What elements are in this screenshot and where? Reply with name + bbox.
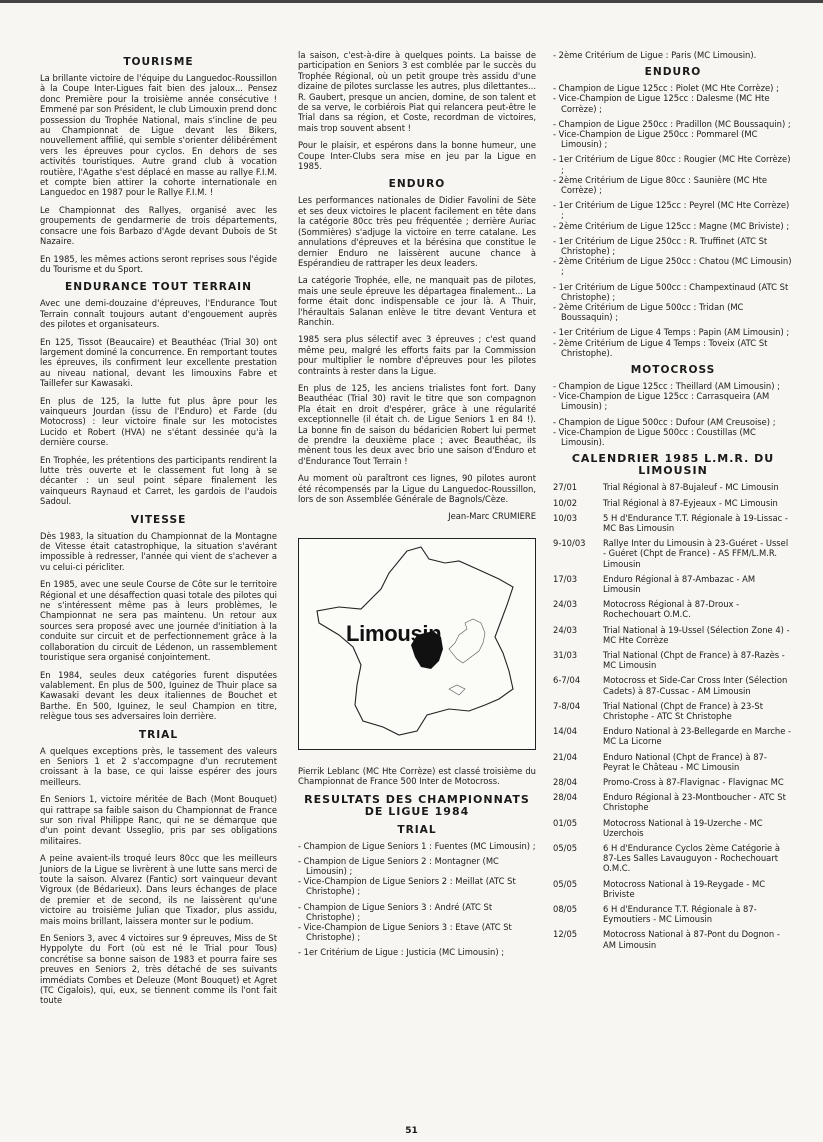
calendar-row — [553, 650, 793, 675]
calendar-date: 08/05 — [553, 904, 578, 914]
region-outline — [449, 619, 485, 663]
calendar-row — [553, 904, 793, 929]
calendar-row — [553, 792, 793, 817]
page-number: 51 — [405, 1126, 418, 1136]
paragraph: Dès 1983, la situation du Championnat de la Montagne de Vitesse était catastrophique, la situation s'avérant impossible à redresser, l'année qui vient de s'achever a vu celui-ci péricliter. — [40, 530, 277, 572]
calendar-row — [553, 538, 793, 574]
paragraph: Avec une demi-douzaine d'épreuves, l'Endurance Tout Terrain connaît toujours autant d'engouement auprès des pilotes et organisateurs. — [40, 298, 277, 330]
calendar-date: 12/05 — [553, 929, 578, 940]
calendar-event: Enduro Régional à 23-Montboucher - ATC St Christophe — [603, 792, 786, 813]
calendar-event: Trial Régional à 87-Bujaleuf - MC Limousin — [603, 482, 779, 493]
paragraph: En Seniors 3, avec 4 victoires sur 9 épreuves, Miss de St Hyppolyte du Fort (où est né le Trial pour Tous) concrétise sa bonne saison de 1983 et pourra faire ses preuves en Seniors 2, très détaché de ses suivants immédiats Combes et Deleuze (Mont Bouquet) et Agret (TC Cigalois), qui, eux, se tiennent comme ils l'ont fait toute — [40, 933, 277, 1006]
list-item: - Champion de Ligue 125cc : Theillard (AM Limousin) ; — [553, 381, 780, 392]
paragraph: Le Championnat des Rallyes, organisé avec les groupements de gendarmerie de trois départements, consacre une fois Barbazo d'Agde devant Dubois de St Nazaire. — [40, 204, 277, 247]
list-item: - 2ème Critérium de Ligue : Paris (MC Limousin). — [553, 50, 757, 60]
trial-results-list — [298, 841, 536, 958]
list-item: - Vice-Champion de Ligue 125cc : Dalesme (MC Hte Corrèze) ; — [553, 93, 770, 114]
calendar-event: Rallye Inter du Limousin à 23-Guéret - Ussel - Guéret (Chpt de France) - AS FFM/L.M.R. Limousin — [603, 538, 789, 569]
calendar-date: 9-10/03 — [553, 538, 586, 549]
calendar-date: 27/01 — [553, 482, 578, 493]
list-item: - 1er Critérium de Ligue 4 Temps : Papin (AM Limousin) ; — [553, 327, 790, 338]
paragraph: la saison, c'est-à-dire à quelques points. La baisse de participation en Seniors 3 est comblée par le succès du Trophée Régional, où un petit groupe très assidu d'une dizaine de pilotes surclasse les autres, plus dilettantes... R. Gaubert, presque un ancien, domine, de son talent et de sa verve, le corbiérois Piat qui relancera peut-être le Trial dans sa région, et Coste, recordman de victoires, mais trop souvent absent ! — [298, 50, 536, 133]
list-item: - 2ème Critérium de Ligue 80cc : Saunière (MC Hte Corrèze) ; — [553, 174, 768, 196]
list-item: - Champion de Ligue 125cc : Piolet (MC Hte Corrèze) ; — [553, 83, 779, 94]
paragraph: En plus de 125, les anciens trialistes font fort. Dany Beauthéac (Trial 30) ravit le titre que son compagnon Pla était en droit d'espérer, grâce à une régularité exceptionnelle (il était ch. de Ligue Seniors 1 en 84 !). La bonne fin de saison du bédaricien Robert lui permet de prendre la deuxième place ; avec Beauthéac, ils mènent tous les deux avec brio une saison d'Enduro et d'Endurance Tout Terrain ! — [298, 382, 536, 466]
paragraph: Les performances nationales de Didier Favolini de Sète et ses deux victoires le placent facilement en tête dans la catégorie 80cc très peu fréquentée ; derrière Auriac (Sommières) s'adjuge la victoire en terre catalane. Les annulations d'épreuves et la bérésina que constitue le dernier Enduro ne laissèrent aucune chance à Espérandieu de rattraper les deux leaders. — [298, 195, 536, 268]
calendar-event: 6 H d'Endurance T.T. Régionale à 87-Eymoutiers - MC Limousin — [603, 904, 757, 925]
map-label: Limousin — [346, 620, 442, 646]
calendar-event: Enduro National (Chpt de France) à 87-Peyrat le Château - MC Limousin — [603, 751, 767, 772]
calendar-event: Trial Régional à 87-Eyjeaux - MC Limousin — [603, 497, 778, 508]
motocross-results-list — [553, 381, 793, 447]
list-item: - 2ème Critérium de Ligue 125cc : Magne (MC Briviste) ; — [553, 220, 790, 231]
calendar-row — [553, 513, 793, 538]
calendar-date: 10/03 — [553, 512, 578, 523]
paragraph: En Trophée, les prétentions des participants rendirent la lutte très ouverte et le classement fut long à se décanter : un seul point sépare finalement les vainqueurs Raynaud et Carret, les gardois de l'audois Sadoul. — [40, 454, 277, 507]
region-outline — [449, 685, 465, 695]
calendar-date: 14/04 — [553, 726, 578, 737]
list-item: - Vice-Champion de Ligue 500cc : Coustillas (MC Limousin). — [553, 426, 756, 448]
list-item: - Vice-Champion de Ligue 250cc : Pommarel (MC Limousin) ; — [553, 129, 758, 150]
list-item: - 1er Critérium de Ligue 80cc : Rougier (MC Hte Corrèze) ; — [553, 154, 791, 175]
calendar-date: 31/03 — [553, 649, 578, 660]
calendar-event: Trial National (Chpt de France) à 23-St Christophe - ATC St Christophe — [603, 700, 764, 721]
limousin-map — [298, 538, 536, 750]
calendar-row — [553, 701, 793, 726]
calendar-event: Motocross National à 19-Uzerche - MC Uzerchois — [603, 817, 763, 838]
list-item: - 2ème Critérium de Ligue 250cc : Chatou (MC Limousin) ; — [553, 256, 792, 277]
list-item: - 1er Critérium de Ligue 500cc : Champextinaud (ATC St Christophe) ; — [553, 281, 789, 302]
paragraph: 1985 sera plus sélectif avec 3 épreuves ; c'est quand même peu, malgré les efforts faits par la Commission pour multiplier le nombre d'épreuves pour les pilotes contraints à rester dans la Ligue. — [298, 334, 536, 376]
list-item: - 1er Critérium de Ligue 250cc : R. Truffinet (ATC St Christophe) ; — [553, 235, 768, 257]
list-item: - 1er Critérium de Ligue : Justicia (MC Limousin) ; — [298, 947, 505, 958]
calendar-heading: CALENDRIER 1985 L.M.R. DU LIMOUSIN — [571, 452, 775, 478]
calendar-row — [553, 675, 793, 700]
paragraph: En 1984, seules deux catégories furent disputées valablement. En plus de 500, Iguinez de Thuir place sa Kawasaki devant les deux italiennes de Bouchet et Barthe. En 500, Iguinez, le seul Champion en titre, relègue tous ses adversaires loin derrière. — [40, 669, 277, 722]
calendar-date: 10/02 — [553, 497, 578, 508]
list-item: - 1er Critérium de Ligue 125cc : Peyrel (MC Hte Corrèze) ; — [553, 200, 790, 221]
list-item: - 2ème Critérium de Ligue 4 Temps : Toveix (ATC St Christophe). — [553, 337, 768, 358]
calendar-row — [553, 818, 793, 843]
paragraph: En Seniors 1, victoire méritée de Bach (Mont Bouquet) qui rattrape sa faible saison du Championnat de France sur son rival Philippe Ranc, qui ne se démarque que d'un point devant Usseglio, pris par ses obligations militaires. — [40, 794, 277, 846]
list-item: - Champion de Ligue Seniors 2 : Montagner (MC Limousin) ; — [298, 855, 499, 877]
section-title-tourisme: TOURISME — [123, 56, 194, 68]
calendar-row — [553, 843, 793, 879]
calendar-row — [553, 498, 793, 513]
calendar-event: Motocross National à 87-Pont du Dognon - AM Limousin — [603, 929, 780, 950]
trial-results-continued — [553, 50, 793, 60]
paragraph: A quelques exceptions près, le tassement des valeurs en Seniors 1 et 2 s'accompagne d'un recrutement croissant à la base, ce qui laisse espérer des jours meilleurs. — [40, 745, 277, 787]
calendar-event: Enduro Régional à 87-Ambazac - AM Limousin — [603, 573, 756, 594]
list-item: - Vice-Champion de Ligue Seniors 3 : Etave (ATC St Christophe) ; — [298, 922, 512, 943]
calendar-row — [553, 726, 793, 751]
calendar-row — [553, 599, 793, 624]
calendar-event: Motocross et Side-Car Cross Inter (Sélection Cadets) à 87-Cussac - AM Limousin — [603, 675, 788, 696]
calendar-row — [553, 482, 793, 497]
calendar-table — [553, 482, 793, 955]
calendar-date: 28/04 — [553, 776, 578, 787]
author-signature: Jean-Marc CRUMIERE — [448, 511, 536, 522]
column-left — [40, 50, 277, 1013]
column-right — [553, 50, 793, 955]
list-item: - Champion de Ligue 500cc : Dufour (AM Creusoise) ; — [553, 416, 776, 427]
calendar-event: Promo-Cross à 87-Flavignac - Flavignac MC — [603, 776, 784, 787]
section-title-endurance: ENDURANCE TOUT TERRAIN — [65, 281, 252, 294]
list-item: - Vice-Champion de Ligue 125cc : Carrasqueira (AM Limousin) ; — [553, 391, 770, 412]
calendar-event: 5 H d'Endurance T.T. Régionale à 19-Lissac - MC Bas Limousin — [603, 512, 788, 533]
section-title-enduro: ENDURO — [388, 178, 446, 191]
section-title-vitesse: VITESSE — [130, 513, 187, 526]
calendar-event: Trial National à 19-Ussel (Sélection Zone 4) - MC Hte Corrèze — [603, 624, 790, 645]
list-item: - Champion de Ligue Seniors 3 : André (ATC St Christophe) ; — [298, 901, 493, 922]
list-item: - Champion de Ligue Seniors 1 : Fuentes (MC Limousin) ; — [298, 840, 536, 851]
calendar-date: 05/05 — [553, 878, 578, 889]
calendar-date: 05/05 — [553, 842, 578, 853]
calendar-event: 6 H d'Endurance Cyclos 2ème Catégorie à 87-Les Salles Lavauguyon - Rochechouart O.M.C. — [603, 842, 781, 874]
calendar-row — [553, 752, 793, 777]
section-title-trial-results: TRIAL — [397, 823, 437, 836]
calendar-row — [553, 625, 793, 650]
calendar-row — [553, 879, 793, 904]
calendar-date: 17/03 — [553, 573, 578, 584]
calendar-date: 6-7/04 — [553, 675, 581, 686]
calendar-date: 24/03 — [553, 599, 578, 610]
paragraph: En plus de 125, la lutte fut plus âpre pour les vainqueurs Jourdan (issu de l'Enduro) et Farde (du Motocross) : leur victoire finale sur les motocistes Lucido et Robert (HVA) ne s'étant dessinée qu'à la dernière course. — [40, 395, 277, 448]
section-title-enduro-results: ENDURO — [644, 66, 702, 79]
calendar-date: 7-8/04 — [553, 700, 581, 711]
paragraph: La brillante victoire de l'équipe du Languedoc-Roussillon à la Coupe Inter-Ligues fait bien des jaloux... Pensez donc Première pour la troisième année consécutive ! Emmené par son Président, le club Limouxin prend donc possession du Trophée National, mais s'incline de peu au Championnat de Ligue devant les Bikers, nouvellement affilié, qui semble s'orienter délibérément vers les épreuves pour cyclos. En dehors de ses activités touristiques. Autre grand club à vocation routière, l'Agathe s'est déplacé en masse au rallye F.I.M. et compte bien attirer la cohorte internationale en Languedoc en 1987 pour le Rallye F.I.M. ! — [40, 73, 277, 198]
calendar-row — [553, 574, 793, 599]
enduro-results-list — [553, 83, 793, 358]
paragraph: Pour le plaisir, et espérons dans la bonne humeur, une Coupe Inter-Clubs sera mise en jeu par la Ligue en 1985. — [298, 140, 536, 172]
calendar-row — [553, 777, 793, 792]
calendar-date: 21/04 — [553, 751, 578, 762]
calendar-event: Enduro National à 23-Bellegarde en Marche - MC La Licorne — [603, 726, 792, 747]
section-title-motocross: MOTOCROSS — [630, 364, 716, 377]
column-middle — [298, 50, 536, 963]
paragraph: En 125, Tissot (Beaucaire) et Beauthéac (Trial 30) ont largement dominé la concurrence. En remportant toutes les épreuves, ils confirment leur excellente prestation au niveau national, devant les limouxins Fabre et Taillefer sur Kawasaki. — [40, 336, 277, 389]
calendar-date: 28/04 — [553, 792, 578, 803]
top-rule — [0, 0, 823, 3]
calendar-event: Motocross National à 19-Reygade - MC Briviste — [603, 878, 766, 899]
photo-caption: Pierrik Leblanc (MC Hte Corrèze) est classé troisième du Championnat de France 500 Inter de Motocross. — [298, 765, 536, 787]
paragraph: La catégorie Trophée, elle, ne manquait pas de pilotes, mais une seule épreuve les départagea finalement... La forme était donc indispensable ce jour là. A Thuir, l'héraultais Salanan enlève le titre devant Ventura et Ranchin. — [298, 275, 536, 327]
results-heading: RESULTATS DES CHAMPIONNATS DE LIGUE 1984 — [304, 792, 530, 818]
paragraph: Au moment où paraîtront ces lignes, 90 pilotes auront été récompensés par la Ligue du Languedoc-Roussillon, lors de son Assemblée Générale de Bagnols/Cèze. — [298, 473, 536, 505]
calendar-date: 24/03 — [553, 624, 578, 635]
paragraph: En 1985, les mêmes actions seront reprises sous l'égide du Tourisme et du Sport. — [40, 253, 277, 274]
calendar-event: Motocross Régional à 87-Droux - Rochechouart O.M.C. — [603, 599, 740, 620]
calendar-date: 01/05 — [553, 817, 578, 828]
list-item: - Vice-Champion de Ligue Seniors 2 : Meillat (ATC St Christophe) ; — [298, 876, 516, 897]
calendar-row — [553, 929, 793, 954]
list-item: - Champion de Ligue 250cc : Pradillon (MC Boussaquin) ; — [553, 118, 791, 129]
calendar-event: Trial National (Chpt de France) à 87-Razès - MC Limousin — [603, 649, 785, 671]
list-item: - 2ème Critérium de Ligue 500cc : Tridan (MC Boussaquin) ; — [553, 302, 744, 323]
section-title-trial: TRIAL — [138, 728, 179, 741]
paragraph: En 1985, avec une seule Course de Côte sur le territoire Régional et une désaffection quasi totale des pilotes qui ne s'intéressent même pas à leurs problèmes, le Championnat ne sera pas maintenu. Un retour aux sources sera proposé avec une journée d'initiation à la conduite sur circuit et de perfectionnement grâce à la collaboration du circuit de Lédenon, un rassemblement touristique sera organisé conjointement. — [40, 579, 277, 663]
paragraph: A peine avaient-ils troqué leurs 80cc que les meilleurs Juniors de la Ligue se livrèrent à une lutte sans merci de toute la saison. Alvarez (Fantic) sort vainqueur devant Vigroux (de Bédarieux). Dans leurs échanges de place de premier et de second, ils ne laissèrent qu'une victoire au troisième Julian que Tixador, plus assidu, mais moins brillant, laissera monter sur le podium. — [40, 853, 277, 926]
